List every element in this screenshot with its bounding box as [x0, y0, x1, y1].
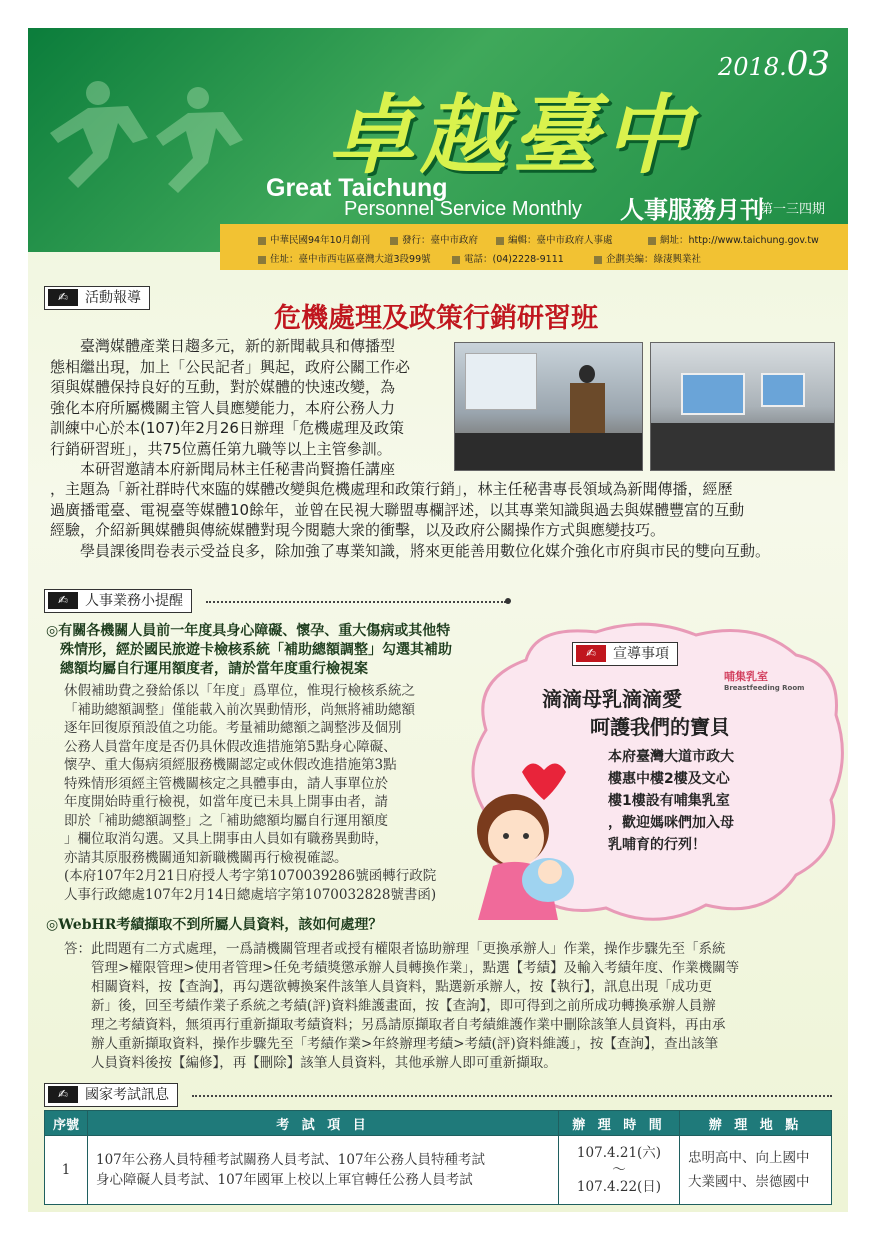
col-header-no: 序號	[45, 1111, 88, 1136]
cell-no: 1	[45, 1136, 88, 1205]
col-header-item: 考 試 項 目	[88, 1111, 559, 1136]
breastfeeding-room-logo: 哺集乳室 Breastfeeding Room	[724, 670, 805, 692]
question-2-answer: 答： 此問題有二方式處理，一爲請機關管理者或授有權限者協助辦理「更換承辦人」作業，操作步驟先至「系統 管理>權限管理>使用者管理>任免考績獎懲承辦人員轉換作業」，點選【考績】及輸入考績年度、作業機關等 相關資料，按【查詢】，再勾選欲轉換案件該筆人員資料，點選新承辦人，按【執行】，訊息出現「成功更 新」後，回至考績作業子系統之考績(評)資料維護畫面，按【查詢】，即可得到之前所成功轉換承辦人員辦 理之考績資料，無須再行重新擷取考績資料；另爲請原擷取者自考績維護作業中刪除該筆人員資料，再由承 辦人重新擷取資料，操作步驟先至「考績作業>年終辦理考績>考績(評)資料維護」，按【查詢】，查出該筆 人員資料後按【編修】，再【刪除】該筆人員資料，其他承辦人即可重新擷取。	[64, 941, 740, 1071]
issue-date: 2018.03	[718, 44, 830, 84]
lecture-photo-speaker	[454, 342, 643, 471]
masthead-monthly: 人事服務月刊	[620, 195, 764, 224]
dotted-divider	[192, 1095, 832, 1097]
info-editor: 編輯：臺中市政府人事處	[496, 232, 613, 246]
cell-place: 忠明高中、向上國中 大業國中、崇德國中	[680, 1136, 832, 1205]
dotted-divider	[206, 601, 506, 603]
answer-label: 答：	[64, 941, 91, 957]
pen-icon: ✍	[576, 645, 606, 662]
runners-illustration	[38, 68, 278, 218]
info-website: 網址：http://www.taichung.gov.tw	[648, 232, 819, 246]
col-header-place: 辦 理 地 點	[680, 1111, 832, 1136]
section-tag-reminder: ✍ 人事業務小提醒	[44, 589, 192, 613]
table-header-row	[45, 1111, 832, 1136]
issue-number: 第一三四期	[760, 202, 826, 217]
masthead-title: 卓越臺中	[328, 86, 696, 186]
article-title: 危機處理及政策行銷研習班	[274, 303, 598, 334]
masthead	[28, 28, 848, 252]
question-1-answer: 休假補助費之發給係以「年度」爲單位，惟現行檢核系統之 「補助總額調整」僅能載入前次異動情形，尚無將補助總額 逐年回復原預設值之功能。考量補助總額之調整涉及個別 公務人員當年度是否仍具休假改進措施第5點身心障礙、 懷孕、重大傷病須經服務機關認定或休假改進措施第3點 特殊情形須經主管機關核定之具體事由，請人事單位於 年度開始時重行檢視，如當年度已未具上開事由者，請 即於「補助總額調整」之「補助總額均屬自行運用額度 」欄位取消勾選。又具上開事由人員如有職務異動時， 亦請其原服務機關通知新職機關再行檢視確認。 (本府107年2月21日府授人考字第1070039286號函轉行政院 人事行政總處107年2月14日總處培字第1070032828號書函)	[64, 683, 437, 903]
section-tag-exam: ✍ 國家考試訊息	[44, 1083, 178, 1107]
info-address: 住址：臺中市西屯區臺灣大道3段99號	[258, 251, 431, 265]
question-2-title: ◎WebHR考績擷取不到所屬人員資料，該如何處理？	[46, 917, 383, 933]
masthead-en-subtitle: Personnel Service Monthly	[344, 198, 582, 220]
promo-headline-1: 滴滴母乳滴滴愛	[542, 687, 682, 711]
exam-table	[44, 1110, 832, 1205]
cell-time: 107.4.21(六) ～ 107.4.22(日)	[559, 1136, 680, 1205]
publication-info-bar	[220, 224, 848, 270]
info-phone: 電話：(04)2228-9111	[452, 251, 564, 265]
pen-icon: ✍	[48, 592, 78, 609]
table-row	[45, 1136, 832, 1205]
article-body-narrow: 臺灣媒體產業日趨多元，新的新聞載具和傳播型 態相繼出現，加上「公民記者」興起，政府公關工作必 須與媒體保持良好的互動，對於媒體的快速改變，為 強化本府所屬機關主管人員應變能力，本府公務人力 訓練中心於本(107)年2月26日辦理「危機處理及政策 行銷研習班」，共75位薦任第九職等以上主管參訓。 本研習邀請本府新聞局林主任秘書尚賢擔任講座	[50, 337, 411, 478]
question-1-title: ◎有關各機關人員前一年度具身心障礙、懷孕、重大傷病或其他特 殊情形，經於國民旅遊卡檢核系統「補助總額調整」勾選其補助 總額均屬自行運用額度者，請於當年度重行檢視案	[46, 623, 452, 677]
cell-item: 107年公務人員特種考試關務人員考試、107年公務人員特種考試 身心障礙人員考試、107年國軍上校以上軍官轉任公務人員考試	[88, 1136, 559, 1205]
section-tag-promo: ✍ 宣導事項	[572, 642, 678, 666]
lecture-photo-audience	[650, 342, 835, 471]
newsletter-page	[28, 28, 848, 1212]
pen-icon: ✍	[48, 289, 78, 306]
promo-body: 本府臺灣大道市政大 樓惠中樓2樓及文心 樓1樓設有哺集乳室 ，歡迎媽咪們加入母 乳哺育的行列！	[608, 749, 734, 853]
col-header-time: 辦 理 時 間	[559, 1111, 680, 1136]
promo-headline-2: 呵護我們的寶貝	[590, 715, 730, 739]
info-publisher: 發行：臺中市政府	[390, 232, 478, 246]
masthead-en-title: Great Taichung	[266, 174, 448, 202]
divider-dot	[505, 598, 511, 604]
section-tag-activity: ✍ 活動報導	[44, 286, 150, 310]
info-founded: 中華民國94年10月創刊	[258, 232, 370, 246]
info-design: 企劃美編：綠淒興業社	[594, 251, 701, 265]
mother-baby-illustration	[458, 750, 598, 920]
article-body-wide: ，主題為「新社群時代來臨的媒體改變與危機處理和政策行銷」，林主任秘書專長領域為新聞傳播，經歷 過廣播電臺、電視臺等媒體10餘年，並曾在民視大聯盟專欄評述，以其專業知識與過去與媒體豐富的互動 經驗，介紹新興媒體與傳統媒體對現今閱聽大衆的衝擊，以及政府公關操作方式與應變技巧。 學員課後問卷表示受益良多，除加強了專業知識，將來更能善用數位化媒介強化市府與市民的雙向互動。	[50, 480, 771, 560]
pen-icon: ✍	[48, 1086, 78, 1103]
